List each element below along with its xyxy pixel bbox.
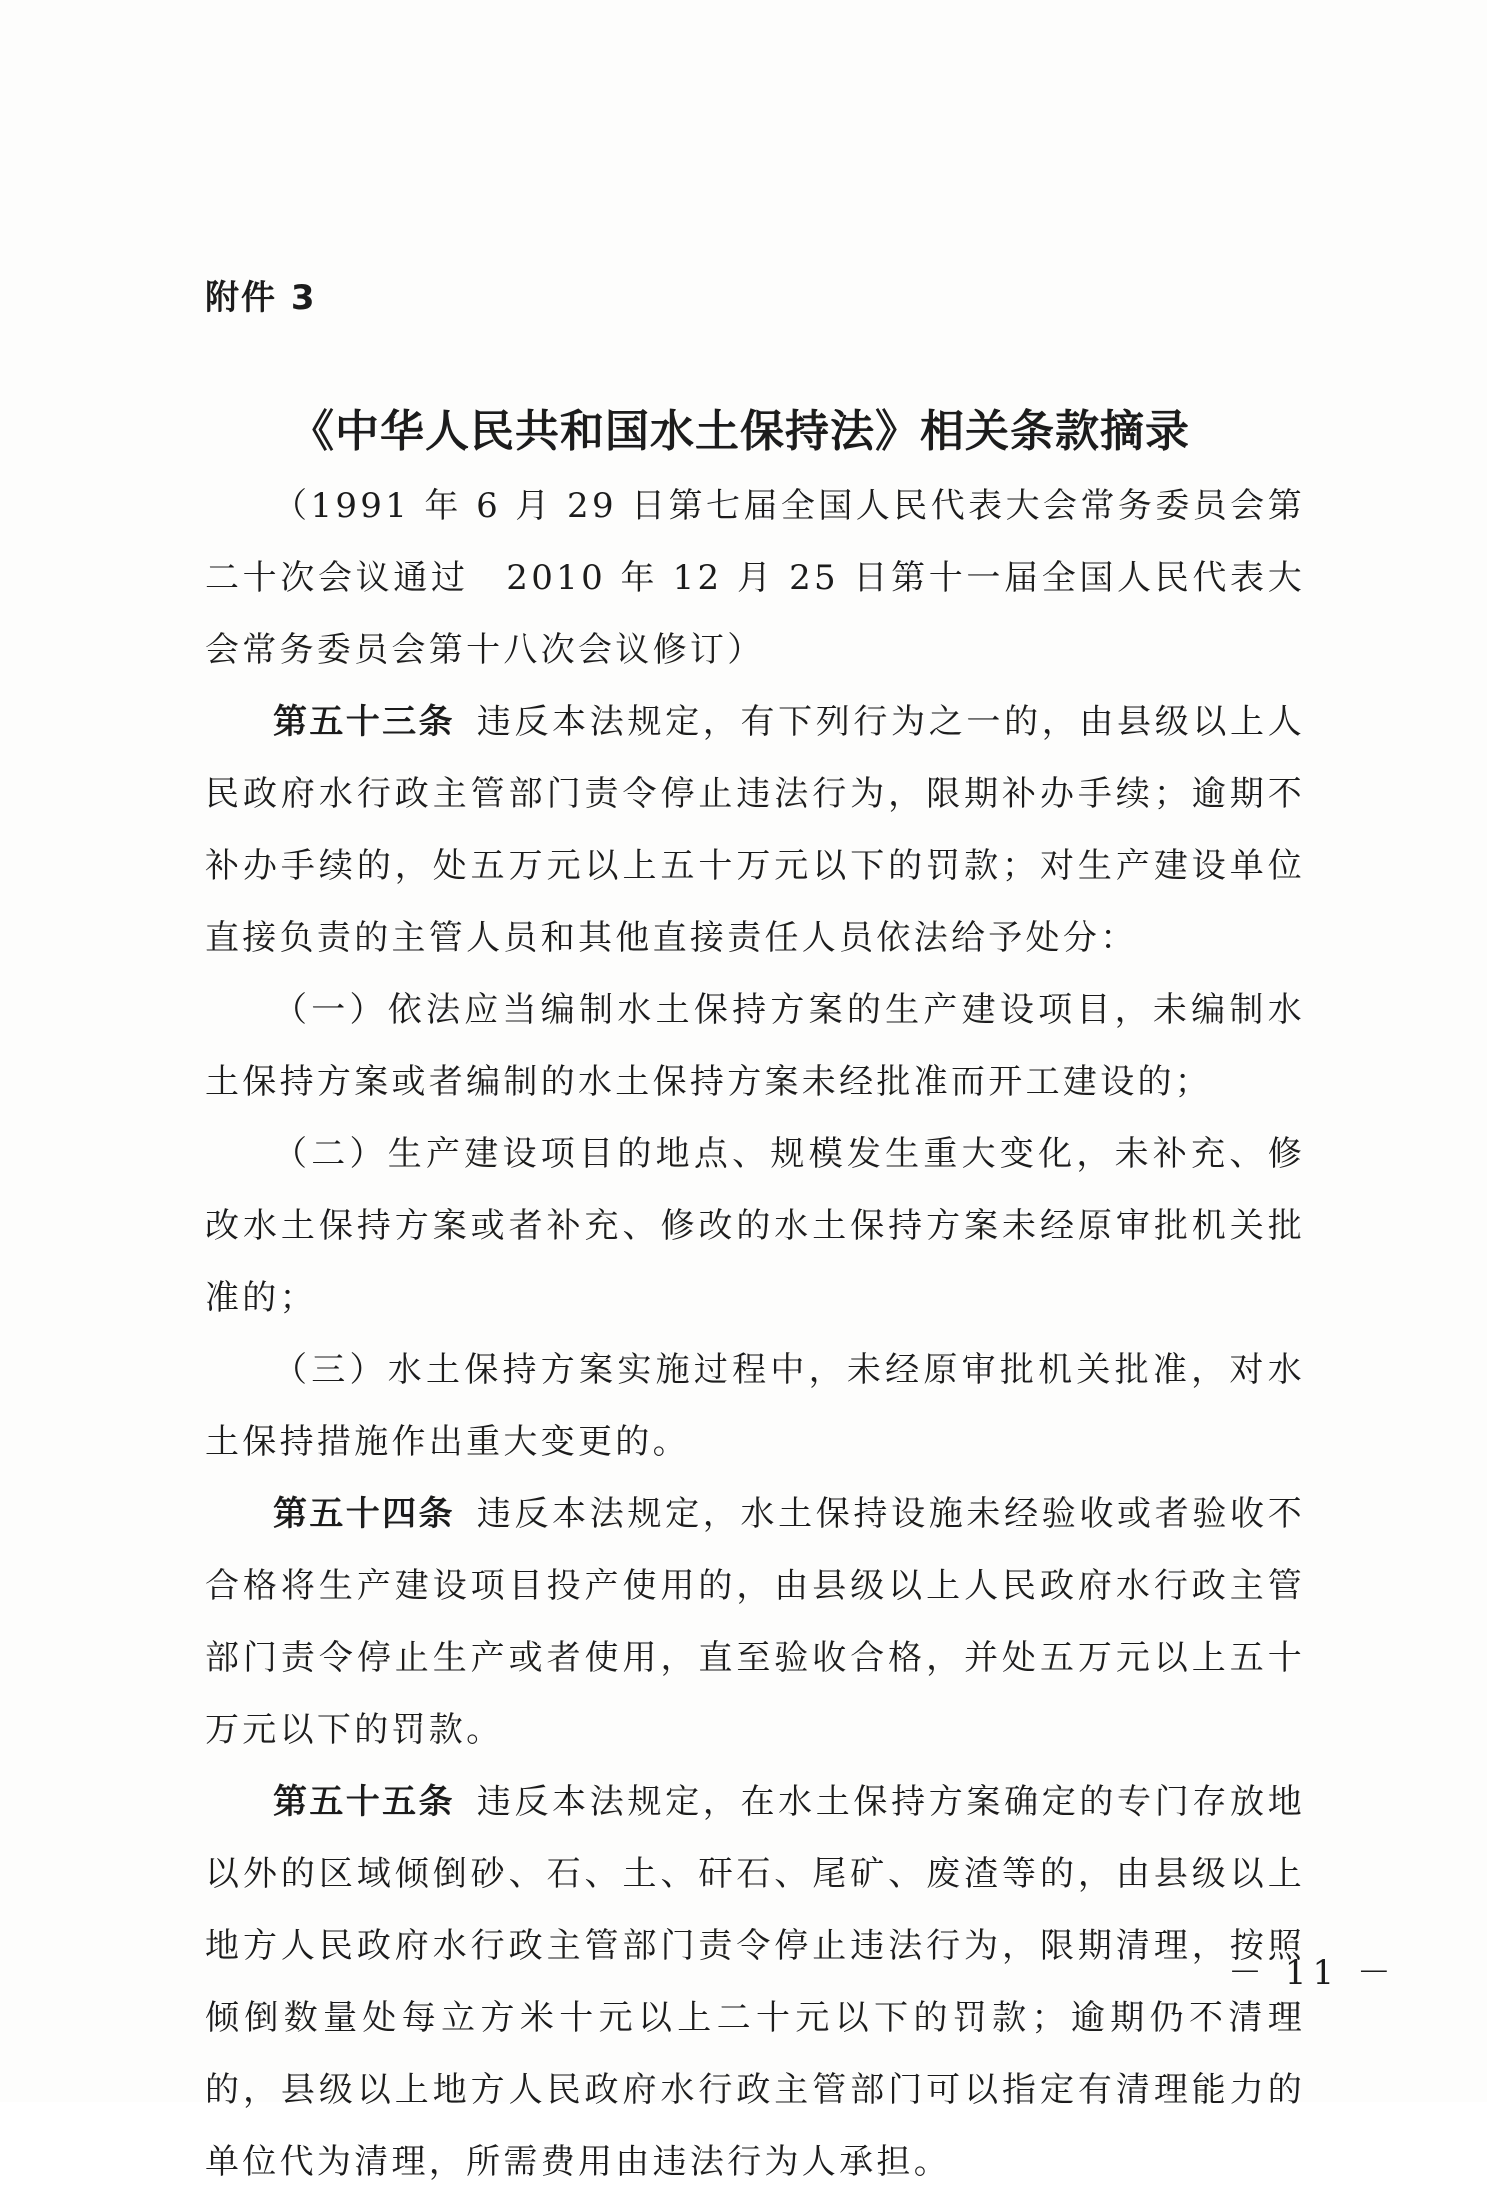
document-title: 《中华人民共和国水土保持法》相关条款摘录: [290, 406, 1190, 457]
article-53: [205, 686, 1305, 974]
article-54: [205, 1478, 1305, 1766]
article-54-text: 违反本法规定，水土保持设施未经验收或者验收不合格将生产建设项目投产使用的，由县级以上人民政府水行政主管部门责令停止生产或者使用，直至验收合格，并处五万元以上五十万元以下的罚款。: [205, 1494, 1305, 1750]
preamble: （1991 年 6 月 29 日第七届全国人民代表大会常务委员会第二十次会议通过 2010 年 12 月 25 日第十一届全国人民代表大会常务委员会第十八次会议修订）: [205, 486, 1305, 670]
article-53-item-2: （二）生产建设项目的地点、规模发生重大变化，未补充、修改水土保持方案或者补充、修改的水土保持方案未经原审批机关批准的；: [205, 1134, 1305, 1318]
attachment-label: 附件 3: [205, 278, 317, 318]
article-55-number: 第五十五条: [273, 1782, 455, 1822]
article-53-item-3: （三）水土保持方案实施过程中，未经原审批机关批准，对水土保持措施作出重大变更的。: [205, 1350, 1305, 1462]
document-body: [205, 470, 1305, 2198]
article-53-item-1: （一）依法应当编制水土保持方案的生产建设项目，未编制水土保持方案或者编制的水土保持方案未经批准而开工建设的；: [205, 990, 1305, 1102]
page-number: － 11 －: [1228, 1953, 1397, 1993]
article-55-text: 违反本法规定，在水土保持方案确定的专门存放地以外的区域倾倒砂、石、土、矸石、尾矿、废渣等的，由县级以上地方人民政府水行政主管部门责令停止违法行为，限期清理，按照倾倒数量处每立方米十元以上二十元以下的罚款；逾期仍不清理的，县级以上地方人民政府水行政主管部门可以指定有清理能力的单位代为清理，所需费用由违法行为人承担。: [205, 1782, 1305, 2182]
article-55: [205, 1766, 1305, 2198]
article-53-text: 违反本法规定，有下列行为之一的，由县级以上人民政府水行政主管部门责令停止违法行为，限期补办手续；逾期不补办手续的，处五万元以上五十万元以下的罚款；对生产建设单位直接负责的主管人员和其他直接责任人员依法给予处分：: [205, 702, 1305, 958]
article-53-number: 第五十三条: [273, 702, 455, 742]
article-54-number: 第五十四条: [273, 1494, 455, 1534]
